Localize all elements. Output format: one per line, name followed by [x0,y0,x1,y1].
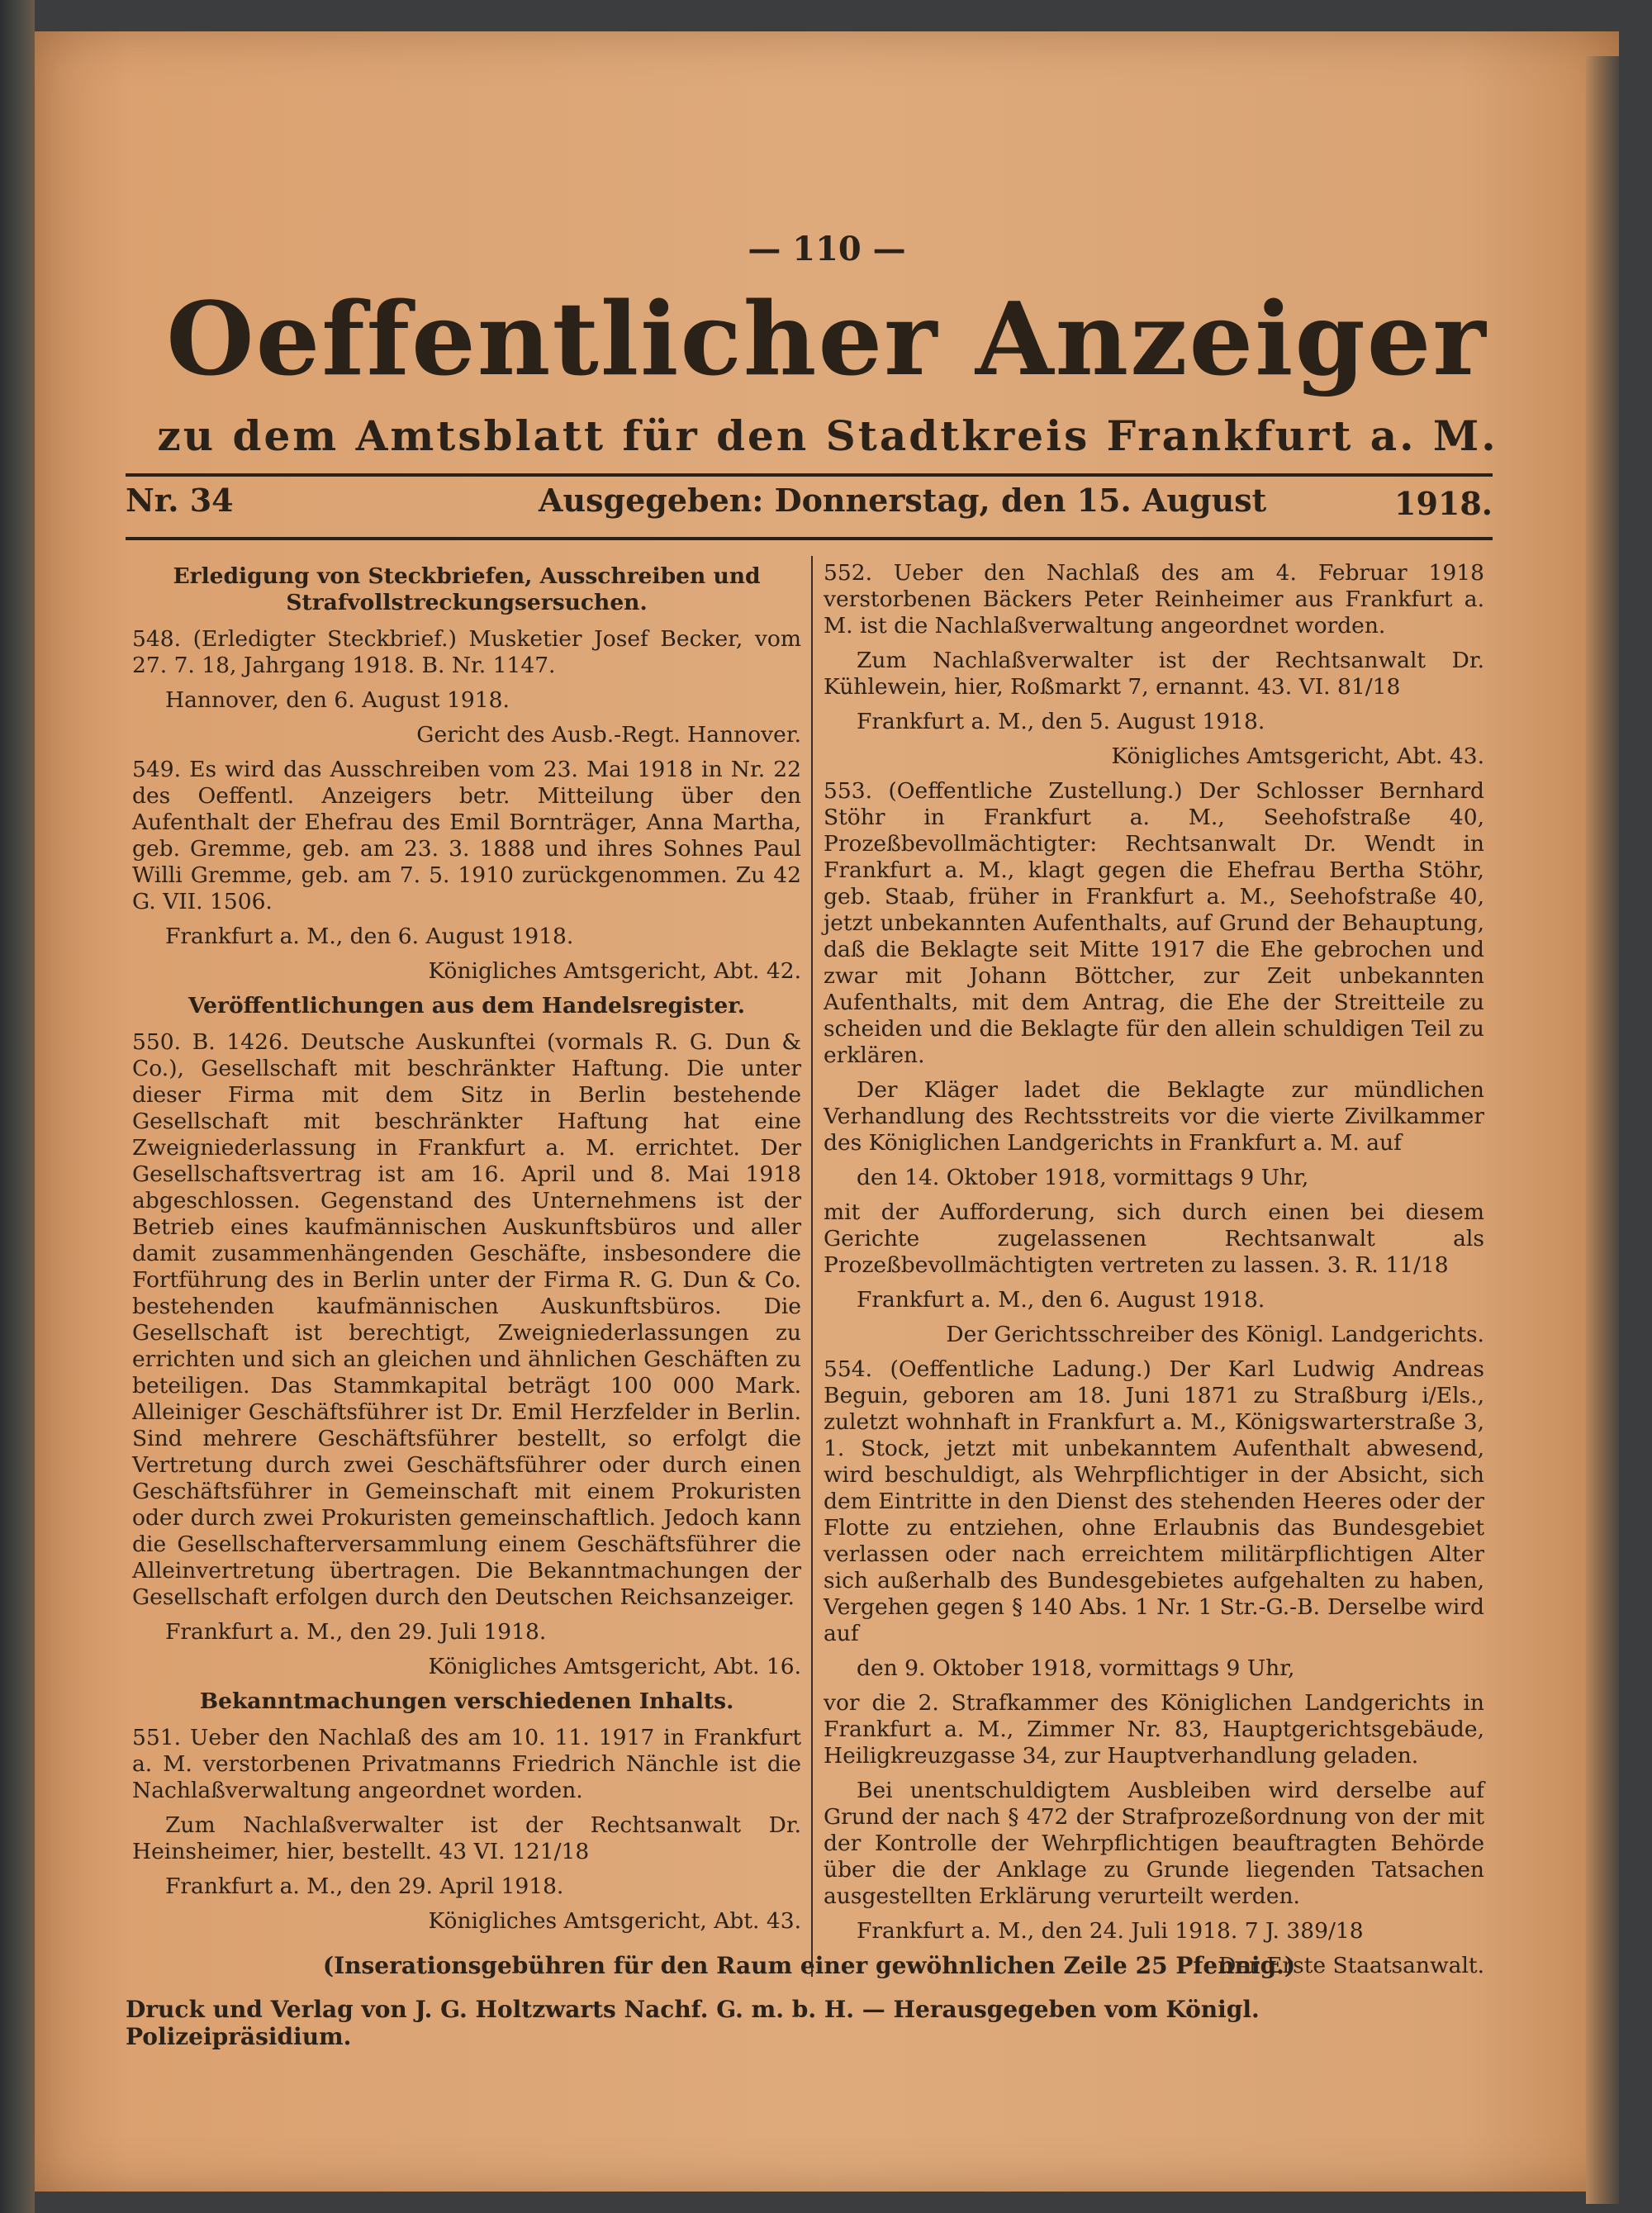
notice-548: 548. (Erledigter Steckbrief.) Musketier Josef Becker, vom 27. 7. 18, Jahrgang 1918. B. Nr. 1147. [132,626,801,678]
issue-year: 1918. [1394,485,1493,522]
section-heading: Bekanntmachungen verschiedenen Inhalts. [199,1688,734,1714]
notice-554-place: Frankfurt a. M., den 24. Juli 1918. 7 J. 389/18 [857,1918,1364,1944]
section-heading: Veröffentlichungen aus dem Handelsregister. [188,993,745,1019]
notice-554-penalty: Bei unentschuldigtem Ausbleiben wird derselbe auf Grund der nach § 472 der Strafprozeßordnung von der mit der Kontrolle der Wehrpflichtigen beauftragten Behörde über die der Anklage zu Grunde liegenden Tatsachen ausgestellten Erklärung verurteilt werden. [824,1778,1484,1909]
notice-550-signature: Königliches Amtsgericht, Abt. 16. [428,1654,801,1679]
right-column [824,560,1484,1987]
issue-number: Nr. 34 [126,482,234,519]
notice-553-date: den 14. Oktober 1918, vormittags 9 Uhr, [857,1165,1309,1190]
notice-553-detail: mit der Aufforderung, sich durch einen bei diesem Gerichte zugelassenen Rechtsanwalt als Prozeßbevollmächtigten vertreten zu lassen. 3. R. 11/18 [824,1199,1484,1278]
notice-548-signature: Gericht des Ausb.-Regt. Hannover. [416,722,801,748]
notice-550-place: Frankfurt a. M., den 29. Juli 1918. [165,1619,547,1645]
notice-554-detail: vor die 2. Strafkammer des Königlichen Landgerichts in Frankfurt a. M., Zimmer Nr. 83, Hauptgerichtsgebäude, Heiligkreuzgasse 34, zur Hauptverhandlung geladen. [824,1690,1484,1769]
imprint: Druck und Verlag von J. G. Holtzwarts Nachf. G. m. b. H. — Herausgegeben vom Königl. Polizeipräsidium. [126,1996,1260,2050]
notice-550: 550. B. 1426. Deutsche Auskunftei (vormals R. G. Dun & Co.), Gesellschaft mit beschränkter Haftung. Die unter dieser Firma mit dem Sitz in Berlin bestehende Gesellschaft mit beschränkter Haftung hat eine Zweigniederlassung in Frankfurt a. M. errichtet. Der Gesellschaftsvertrag ist am 16. April und 8. Mai 1918 abgeschlossen. Gegenstand des Unternehmens ist der Betrieb eines kaufmännischen Auskunftsbüros und aller damit zusammenhängenden Geschäfte, insbesondere die Fortführung des in Berlin unter der Firma R. G. Dun & Co. bestehenden kaufmännischen Auskunftsbüros. Die Gesellschaft ist berechtigt, Zweigniederlassungen zu errichten und sich an gleichen und ähnlichen Geschäften zu beteiligen. Das Stammkapital beträgt 100 000 Mark. Alleiniger Geschäftsführer ist Dr. Emil Herzfelder in Berlin. Sind mehrere Geschäftsführer bestellt, so erfolgt die Vertretung durch zwei Geschäftsführer oder durch einen Geschäftsführer in Gemeinschaft mit einem Prokuristen oder durch zwei Prokuristen gemeinschaftlich. Jedoch kann die Gesellschafterversammlung einem Geschäftsführer die Alleinvertretung übertragen. Die Bekanntmachungen der Gesellschaft erfolgen durch den Deutschen Reichsanzeiger. [132,1029,801,1610]
masthead-subtitle: zu dem Amtsblatt für den Stadtkreis Frankfurt a. M. [157,411,1498,460]
notice-551: 551. Ueber den Nachlaß des am 10. 11. 1917 in Frankfurt a. M. verstorbenen Privatmanns Friedrich Nänchle ist die Nachlaßverwaltung angeordnet worden. [132,1725,801,1803]
notice-549-place: Frankfurt a. M., den 6. August 1918. [165,924,574,949]
notice-549: 549. Es wird das Ausschreiben vom 23. Mai 1918 in Nr. 22 des Oeffentl. Anzeigers betr. Mitteilung über den Aufenthalt der Ehefrau des Emil Bornträger, Anna Martha, geb. Gremme, geb. am 23. 3. 1888 und ihres Sohnes Paul Willi Gremme, geb. am 7. 5. 1910 zurückgenommen. Zu 42 G. VII. 1506. [132,757,801,914]
left-column [132,560,801,1943]
notice-549-signature: Königliches Amtsgericht, Abt. 42. [428,958,801,984]
issue-line [126,482,1493,531]
fee-note: (Inserationsgebühren für den Raum einer gewöhnlichen Zeile 25 Pfennig.) [322,1952,1296,1979]
section-heading: Erledigung von Steckbriefen, Ausschreiben und Strafvollstreckungsersuchen. [173,563,761,615]
notice-554-signature: Der Erste Staatsanwalt. [1218,1953,1484,1978]
notice-553: 553. (Oeffentliche Zustellung.) Der Schlosser Bernhard Stöhr in Frankfurt a. M., Seehofstraße 40, Prozeßbevollmächtigter: Rechtsanwalt Dr. Wendt in Frankfurt a. M., klagt gegen die Ehefrau Bertha Stöhr, geb. Staab, früher in Frankfurt a. M., Seehofstraße 40, jetzt unbekannten Aufenthalts, auf Grund der Behauptung, daß die Beklagte seit Mitte 1917 die Ehe gebrochen und zwar mit Johann Böttcher, zur Zeit unbekannten Aufenthalts, mit dem Antrag, die Ehe der Streitteile zu scheiden und die Beklagte für den allein schuldigen Teil zu erklären. [824,778,1484,1068]
notice-553-summons: Der Kläger ladet die Beklagte zur mündlichen Verhandlung des Rechtsstreits vor die vierte Zivilkammer des Königlichen Landgerichts in Frankfurt a. M. auf [824,1077,1484,1156]
notice-552: 552. Ueber den Nachlaß des am 4. Februar 1918 verstorbenen Bäckers Peter Reinheimer aus Frankfurt a. M. ist die Nachlaßverwaltung angeordnet worden. [824,560,1484,639]
newspaper-page [35,31,1619,2192]
notice-551-signature: Königliches Amtsgericht, Abt. 43. [428,1908,801,1934]
issue-date: Ausgegeben: Donnerstag, den 15. August [539,482,1267,519]
page-number: — 110 — [748,230,906,268]
masthead-title: Oeffentlicher Anzeiger [166,279,1488,398]
column-divider [811,556,813,1977]
notice-552-detail: Zum Nachlaßverwalter ist der Rechtsanwalt Dr. Kühlewein, hier, Roßmarkt 7, ernannt. 43. VI. 81/18 [824,648,1484,700]
book-binding [0,0,35,2213]
notice-551-place: Frankfurt a. M., den 29. April 1918. [165,1873,564,1899]
notice-553-place: Frankfurt a. M., den 6. August 1918. [857,1287,1265,1313]
notice-551-detail: Zum Nachlaßverwalter ist der Rechtsanwalt Dr. Heinsheimer, hier, bestellt. 43 VI. 121/18 [132,1812,801,1864]
notice-552-signature: Königliches Amtsgericht, Abt. 43. [1111,743,1484,769]
notice-548-place: Hannover, den 6. August 1918. [165,687,510,713]
header-rule-top [126,473,1493,477]
notice-554: 554. (Oeffentliche Ladung.) Der Karl Ludwig Andreas Beguin, geboren am 18. Juni 1871 zu Straßburg i/Els., zuletzt wohnhaft in Frankfurt a. M., Königswarterstraße 3, 1. Stock, jetzt mit unbekanntem Aufenthalt abwesend, wird beschuldigt, als Wehrpflichtiger in der Absicht, sich dem Eintritte in den Dienst des stehenden Heeres oder der Flotte zu entziehen, ohne Erlaubnis das Bundesgebiet verlassen oder nach erreichtem militärpflichtigen Alter sich außerhalb des Bundesgebietes aufgehalten zu haben, Vergehen gegen § 140 Abs. 1 Nr. 1 Str.-G.-B. Derselbe wird auf [824,1356,1484,1646]
notice-554-date: den 9. Oktober 1918, vormittags 9 Uhr, [857,1655,1295,1681]
header-rule-bottom [126,537,1493,540]
notice-553-signature: Der Gerichtsschreiber des Königl. Landgerichts. [946,1322,1484,1347]
notice-552-place: Frankfurt a. M., den 5. August 1918. [857,709,1265,734]
